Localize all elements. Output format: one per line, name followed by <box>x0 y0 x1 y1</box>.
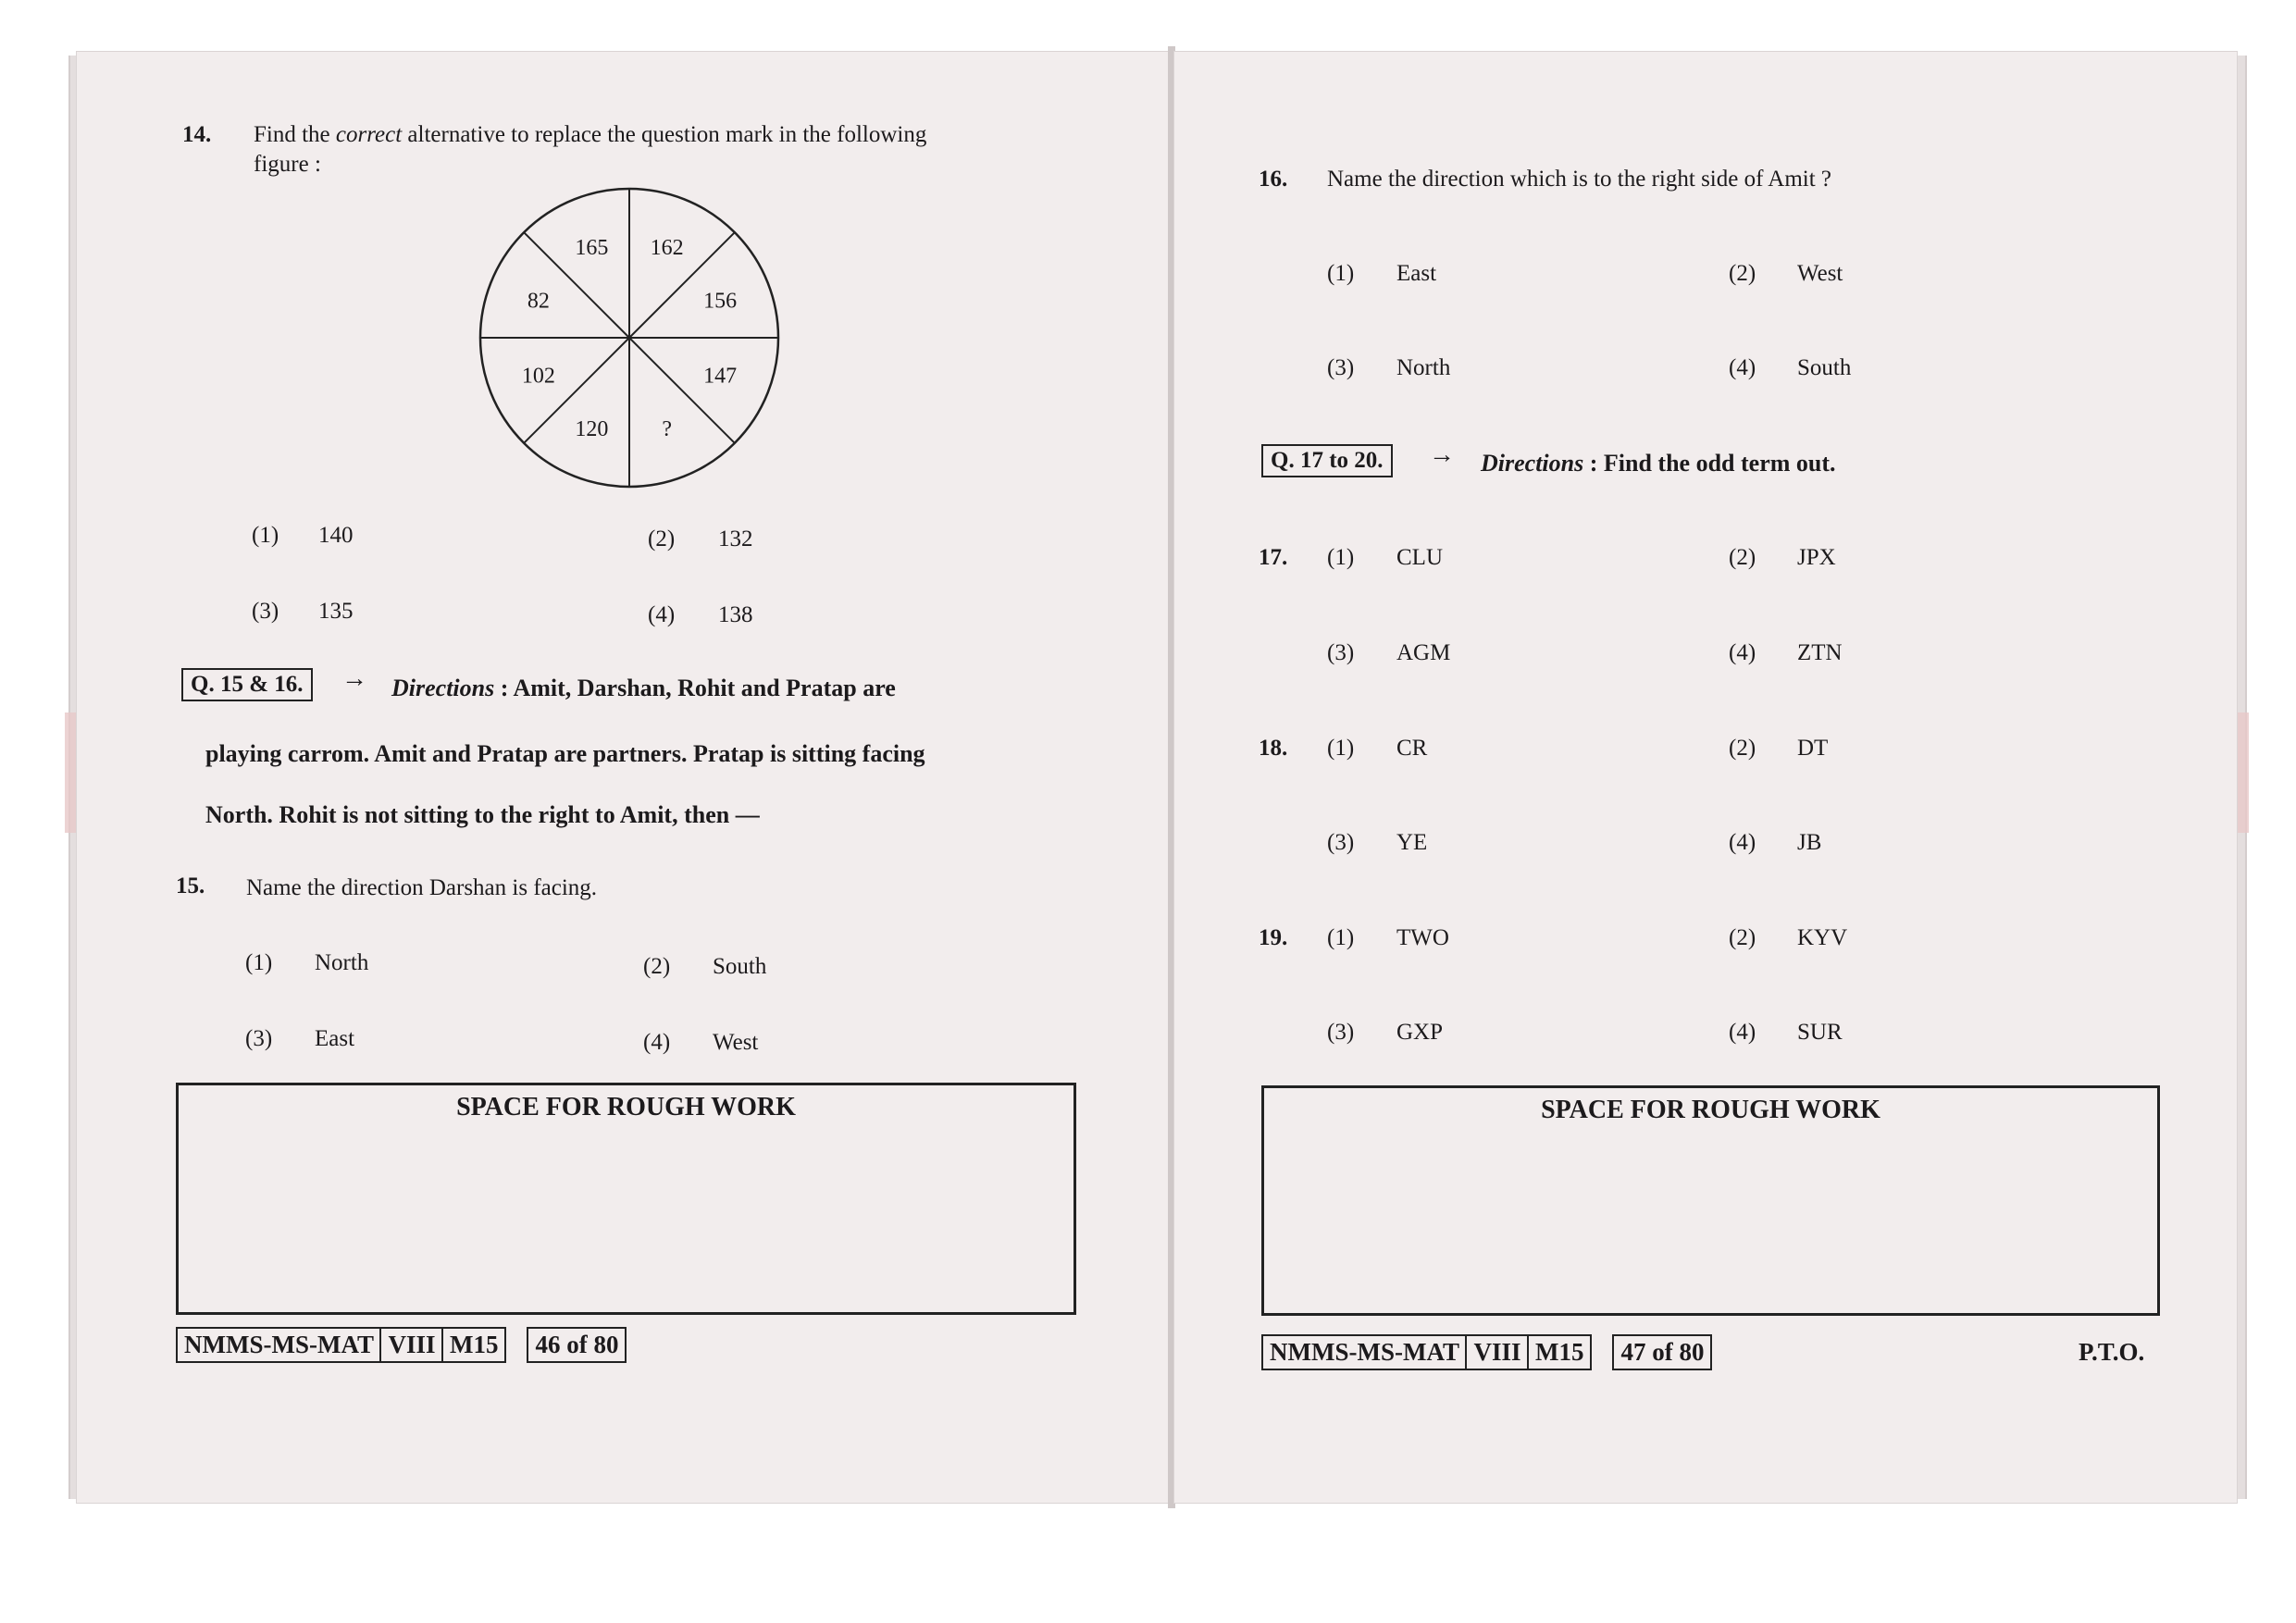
q19-option-2-num[interactable]: (2) <box>1729 925 1756 950</box>
q14-option-1-num[interactable]: (1) <box>252 523 279 548</box>
q17-number: 17. <box>1259 545 1288 570</box>
q18-option-2-label[interactable]: DT <box>1797 736 1829 761</box>
footer-class: VIII <box>379 1327 443 1363</box>
q16-number: 16. <box>1259 167 1288 192</box>
q16-option-4-label[interactable]: South <box>1797 355 1852 380</box>
footer-set: M15 <box>441 1327 506 1363</box>
q15-option-2-num[interactable]: (2) <box>643 954 671 979</box>
q14-circle-figure <box>477 185 782 490</box>
q18-option-3-label[interactable]: YE <box>1396 830 1428 855</box>
q18-option-1-label[interactable]: CR <box>1396 736 1428 761</box>
q18-number: 18. <box>1259 736 1288 761</box>
rough-work-title: SPACE FOR ROUGH WORK <box>456 1093 796 1121</box>
q19-option-1-num[interactable]: (1) <box>1327 925 1355 950</box>
q16-option-2-num[interactable]: (2) <box>1729 261 1756 286</box>
q16-text: Name the direction which is to the right side of Amit ? <box>1327 167 1832 192</box>
q19-option-3-num[interactable]: (3) <box>1327 1020 1355 1045</box>
q14-text: Find the correct alternative to replace the question mark in the following <box>254 122 927 147</box>
q16-option-1-label[interactable]: East <box>1396 261 1437 286</box>
q19-option-4-num[interactable]: (4) <box>1729 1020 1756 1045</box>
q15-option-2-label[interactable]: South <box>713 954 767 979</box>
q16-option-3-num[interactable]: (3) <box>1327 355 1355 380</box>
rough-work-box-left[interactable] <box>176 1083 1076 1315</box>
q18-option-3-num[interactable]: (3) <box>1327 830 1355 855</box>
q15-option-3-num[interactable]: (3) <box>245 1026 273 1051</box>
figure-value: 102 <box>521 364 555 389</box>
rough-work-title: SPACE FOR ROUGH WORK <box>1541 1096 1880 1124</box>
q19-option-4-label[interactable]: SUR <box>1797 1020 1843 1045</box>
directions-q17-20-box: Q. 17 to 20. <box>1261 444 1393 477</box>
q17-option-1-label[interactable]: CLU <box>1396 545 1443 570</box>
q14-option-2-num[interactable]: (2) <box>648 527 676 551</box>
footer-right <box>1261 1334 1712 1370</box>
directions-q15-16-line2: playing carrom. Amit and Pratap are partners. Pratap is sitting facing <box>205 740 925 767</box>
figure-value: 162 <box>650 235 684 260</box>
q19-number: 19. <box>1259 925 1288 950</box>
footer-exam-code: NMMS-MS-MAT <box>1261 1334 1468 1370</box>
please-turn-over: P.T.O. <box>2079 1338 2145 1366</box>
q17-option-2-label[interactable]: JPX <box>1797 545 1836 570</box>
q15-option-3-label[interactable]: East <box>315 1026 355 1051</box>
q14-text-line2: figure : <box>254 152 321 177</box>
q15-option-1-num[interactable]: (1) <box>245 950 273 975</box>
rough-work-box-right[interactable] <box>1261 1085 2160 1316</box>
right-arrow-icon: → <box>1429 440 1455 469</box>
q16-option-4-num[interactable]: (4) <box>1729 355 1756 380</box>
figure-value: 147 <box>703 364 738 389</box>
footer-set: M15 <box>1527 1334 1592 1370</box>
figure-value: ? <box>662 417 672 442</box>
q17-option-4-label[interactable]: ZTN <box>1797 640 1843 665</box>
q18-option-1-num[interactable]: (1) <box>1327 736 1355 761</box>
footer-page-number: 47 of 80 <box>1612 1334 1712 1370</box>
figure-value: 165 <box>575 235 609 260</box>
q17-option-1-num[interactable]: (1) <box>1327 545 1355 570</box>
q14-option-3-label[interactable]: 135 <box>318 599 354 624</box>
q17-option-3-label[interactable]: AGM <box>1396 640 1451 665</box>
q15-option-1-label[interactable]: North <box>315 950 369 975</box>
q14-number: 14. <box>182 122 212 147</box>
footer-exam-code: NMMS-MS-MAT <box>176 1327 382 1363</box>
q19-option-3-label[interactable]: GXP <box>1396 1020 1444 1045</box>
q14-option-4-num[interactable]: (4) <box>648 602 676 627</box>
q19-option-1-label[interactable]: TWO <box>1396 925 1449 950</box>
directions-q15-16-box: Q. 15 & 16. <box>181 668 313 701</box>
q17-option-2-num[interactable]: (2) <box>1729 545 1756 570</box>
q15-number: 15. <box>176 873 205 898</box>
footer-page-number: 46 of 80 <box>527 1327 627 1363</box>
q17-option-4-num[interactable]: (4) <box>1729 640 1756 665</box>
figure-value: 120 <box>575 417 609 442</box>
figure-value: 82 <box>527 289 550 314</box>
right-arrow-icon: → <box>341 664 367 693</box>
q16-option-2-label[interactable]: West <box>1797 261 1843 286</box>
q18-option-2-num[interactable]: (2) <box>1729 736 1756 761</box>
q14-option-2-label[interactable]: 132 <box>718 527 753 551</box>
directions-q15-16-line1: Directions : Amit, Darshan, Rohit and Pratap are <box>391 675 896 701</box>
q19-option-2-label[interactable]: KYV <box>1797 925 1848 950</box>
q18-option-4-num[interactable]: (4) <box>1729 830 1756 855</box>
q18-option-4-label[interactable]: JB <box>1797 830 1822 855</box>
q15-option-4-label[interactable]: West <box>713 1030 759 1055</box>
directions-q17-20-text: Directions : Find the odd term out. <box>1481 450 1836 477</box>
figure-value: 156 <box>703 289 738 314</box>
q17-option-3-num[interactable]: (3) <box>1327 640 1355 665</box>
directions-q15-16-line3: North. Rohit is not sitting to the right to Amit, then — <box>205 801 760 828</box>
q15-text: Name the direction Darshan is facing. <box>246 875 598 900</box>
footer-class: VIII <box>1465 1334 1529 1370</box>
figure-spoke <box>629 338 738 443</box>
binding-tape-right <box>2236 712 2249 833</box>
q14-option-1-label[interactable]: 140 <box>318 523 354 548</box>
footer-left <box>176 1327 627 1363</box>
q14-option-3-num[interactable]: (3) <box>252 599 279 624</box>
q16-option-1-num[interactable]: (1) <box>1327 261 1355 286</box>
q16-option-3-label[interactable]: North <box>1396 355 1451 380</box>
q14-option-4-label[interactable]: 138 <box>718 602 753 627</box>
q15-option-4-num[interactable]: (4) <box>643 1030 671 1055</box>
